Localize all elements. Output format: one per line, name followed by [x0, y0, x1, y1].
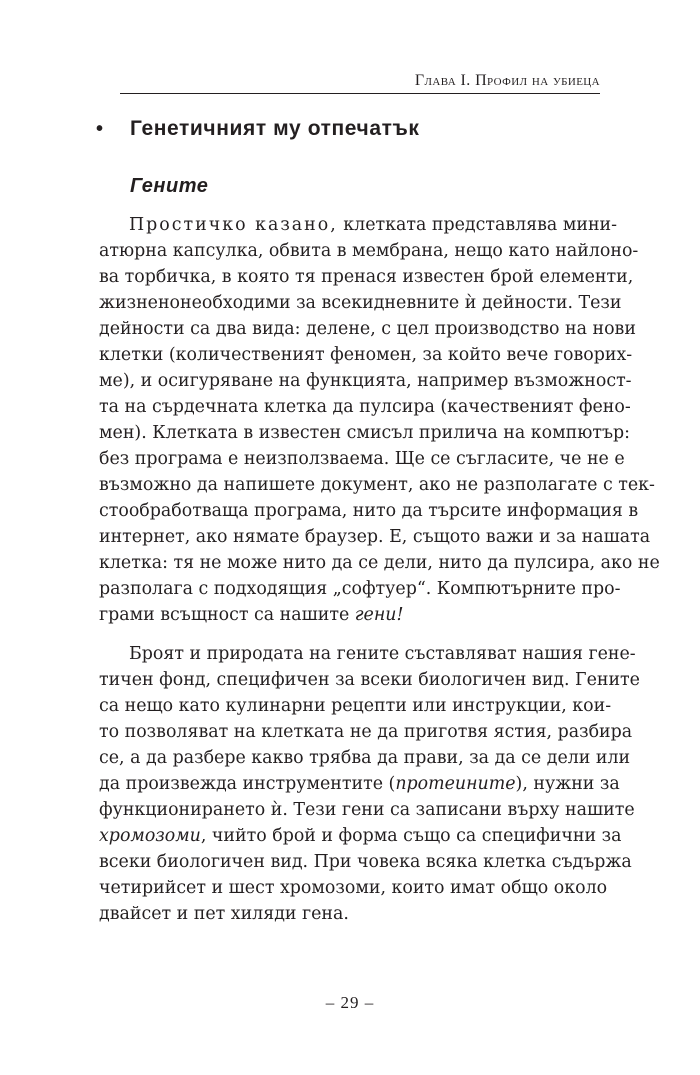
text-line: клетка: тя не може нито да се дели, нито да пулсира, ако не — [99, 553, 660, 573]
text-line: клетки (количественият феномен, за който вече говорих- — [99, 345, 633, 365]
text-line: двайсет и пет хиляди гена. — [99, 904, 349, 924]
text-line: разполага с подходящия „софтуер“. Компютърните про- — [99, 579, 621, 599]
text-line: дейности са два вида: делене, с цел производство на нови — [99, 319, 636, 339]
section-title: Генетичният му отпечатък — [130, 117, 420, 140]
text-line — [99, 771, 620, 797]
text-line: са нещо като кулинарни рецепти или инструкции, кои- — [99, 696, 612, 716]
paragraph-1 — [99, 212, 660, 628]
text-line: ме), и осигуряване на функцията, например възможност- — [99, 371, 632, 391]
line-text: , чийто брой и форма също са специфични за — [200, 826, 622, 846]
text-line — [99, 823, 622, 849]
text-line: атюрна капсулка, обвита в мембрана, нещо като найлоно- — [99, 241, 639, 261]
text-line: възможно да напишете документ, ако не разполагате с тек- — [99, 475, 655, 495]
text-line — [99, 602, 602, 628]
text-line: без програма е неизползваема. Ще се съгласите, че не е — [99, 449, 625, 469]
emphasis-text: гени! — [354, 605, 404, 625]
subsection-title: Гените — [130, 175, 209, 197]
line-text: ), нужни за — [515, 774, 620, 794]
emphasis-text: хромозоми — [99, 826, 201, 846]
bullet-icon: • — [96, 117, 104, 140]
text-line: четирийсет и шест хромозоми, които имат общо около — [99, 878, 608, 898]
text-line — [99, 212, 618, 238]
running-head: Глава I. Профил на убиеца — [414, 72, 600, 89]
line-text: да произвежда инструментите ( — [99, 774, 396, 794]
text-line: мен). Клетката в известен смисъл прилича на компютър: — [99, 423, 631, 443]
paragraph-2 — [99, 641, 640, 927]
text-line: та на сърдечната клетка да пулсира (качественият фено- — [99, 397, 631, 417]
line-text: грами всъщност са нашите — [99, 605, 355, 625]
text-line: Броят и природата на гените съставляват нашия гене- — [129, 644, 636, 664]
lead-in: Простичко казано, — [129, 215, 338, 235]
text-line: ва торбичка, в която тя пренася известен брой елементи, — [99, 267, 634, 287]
emphasis-text: протеините — [395, 774, 516, 794]
section-heading — [96, 117, 596, 141]
text-line: то позволяват на клетката не да приготвя ястия, разбира — [99, 722, 633, 742]
line-text: клетката представлява мини- — [337, 215, 618, 235]
header-rule — [120, 93, 600, 94]
text-line: интернет, ако нямате браузер. Е, същото важи и за нашата — [99, 527, 651, 547]
text-line: тичен фонд, специфичен за всеки биологичен вид. Гените — [99, 670, 640, 690]
text-line: стообработваща програма, нито да търсите информация в — [99, 501, 639, 521]
text-line: функционирането ѝ. Тези гени са записани върху нашите — [99, 800, 635, 820]
page-number: – 29 – — [325, 993, 375, 1012]
text-line: всеки биологичен вид. При човека всяка клетка съдържа — [99, 852, 632, 872]
text-line: се, а да разбере какво трябва да прави, за да се дели или — [99, 748, 631, 768]
text-line: жизненонеобходими за всекидневните ѝ дейности. Тези — [99, 293, 622, 313]
